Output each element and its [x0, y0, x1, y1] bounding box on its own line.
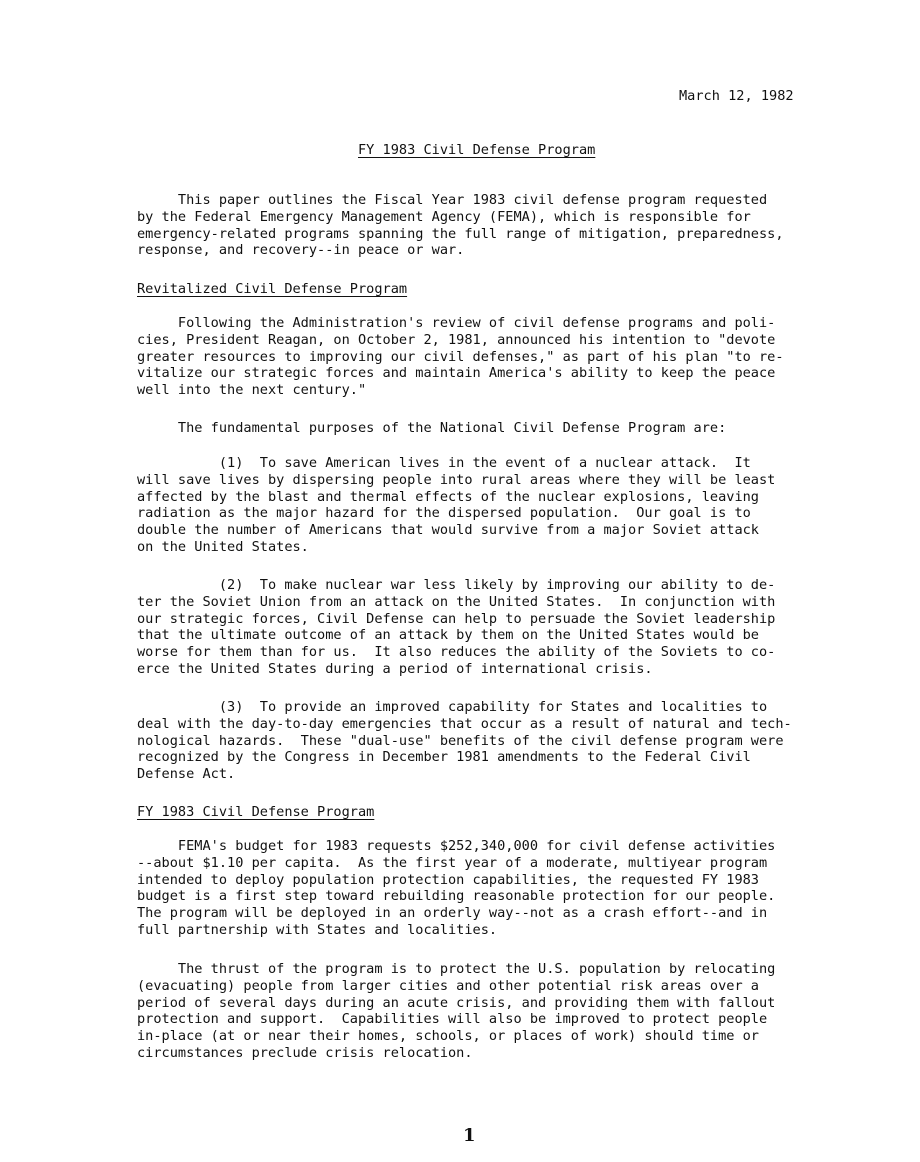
purpose-1-paragraph [137, 455, 775, 556]
text-line: that the ultimate outcome of an attack by them on the United States would be [137, 627, 759, 644]
revitalized-paragraph [137, 315, 784, 399]
text-line: cies, President Reagan, on October 2, 1981, announced his intention to "devote [137, 331, 776, 348]
text-line: This paper outlines the Fiscal Year 1983 civil defense program requested [137, 192, 768, 208]
page-number: 1 [463, 1125, 476, 1146]
purpose-3-paragraph [137, 699, 792, 783]
text-line: full partnership with States and localities. [137, 921, 498, 938]
thrust-paragraph [137, 961, 775, 1062]
purpose-2-paragraph [137, 577, 775, 678]
text-line: radiation as the major hazard for the dispersed population. Our goal is to [137, 505, 751, 522]
text-line: Defense Act. [137, 766, 236, 783]
text-line: in-place (at or near their homes, schools, or places of work) should time or [137, 1028, 759, 1045]
text-line: ter the Soviet Union from an attack on the United States. In conjunction with [137, 593, 776, 610]
text-line: period of several days during an acute crisis, and providing them with fallout [137, 994, 776, 1011]
budget-paragraph [137, 838, 775, 939]
text-line: nological hazards. These "dual-use" benefits of the civil defense program were [137, 732, 784, 749]
text-line: recognized by the Congress in December 1981 amendments to the Federal Civil [137, 749, 751, 766]
text-line: protection and support. Capabilities will also be improved to protect people [137, 1011, 768, 1028]
text-line: The thrust of the program is to protect the U.S. population by relocating [137, 961, 776, 977]
text-line: (3) To provide an improved capability for States and localities to [137, 699, 768, 715]
text-line: (2) To make nuclear war less likely by improving our ability to de- [137, 577, 776, 593]
text-line: erce the United States during a period of international crisis. [137, 660, 653, 677]
text-line: on the United States. [137, 538, 309, 555]
text-line: --about $1.10 per capita. As the first year of a moderate, multiyear program [137, 854, 768, 871]
text-line: FEMA's budget for 1983 requests $252,340,000 for civil defense activities [137, 838, 776, 854]
text-line: well into the next century." [137, 382, 367, 399]
text-line: intended to deploy population protection capabilities, the requested FY 1983 [137, 871, 759, 888]
section-heading-revitalized: Revitalized Civil Defense Program [137, 281, 408, 297]
text-line: (1) To save American lives in the event of a nuclear attack. It [137, 455, 751, 471]
text-line: emergency-related programs spanning the full range of mitigation, preparedness, [137, 225, 784, 242]
text-line: our strategic forces, Civil Defense can help to persuade the Soviet leadership [137, 610, 776, 627]
text-line: will save lives by dispersing people into rural areas where they will be least [137, 471, 776, 488]
text-line: Following the Administration's review of civil defense programs and poli- [137, 315, 776, 331]
text-line: response, and recovery--in peace or war. [137, 242, 465, 259]
text-line: vitalize our strategic forces and maintain America's ability to keep the peace [137, 365, 776, 382]
intro-paragraph [137, 192, 784, 259]
text-line: deal with the day-to-day emergencies that occur as a result of natural and tech- [137, 715, 792, 732]
section-heading-fy1983: FY 1983 Civil Defense Program [137, 804, 375, 820]
document-title: FY 1983 Civil Defense Program [358, 142, 596, 158]
text-line: budget is a first step toward rebuilding reasonable protection for our people. [137, 888, 776, 905]
text-line: circumstances preclude crisis relocation. [137, 1044, 473, 1061]
document-date: March 12, 1982 [679, 88, 794, 104]
text-line: worse for them than for us. It also reduces the ability of the Soviets to co- [137, 644, 776, 661]
text-line: (evacuating) people from larger cities and other potential risk areas over a [137, 977, 759, 994]
text-line: The program will be deployed in an orderly way--not as a crash effort--and in [137, 905, 768, 922]
text-line: double the number of Americans that would survive from a major Soviet attack [137, 522, 759, 539]
text-line: affected by the blast and thermal effects of the nuclear explosions, leaving [137, 488, 759, 505]
text-line: greater resources to improving our civil defenses," as part of his plan "to re- [137, 348, 784, 365]
text-line: The fundamental purposes of the National Civil Defense Program are: [137, 420, 727, 436]
purposes-intro-paragraph [137, 420, 726, 437]
text-line: by the Federal Emergency Management Agency (FEMA), which is responsible for [137, 208, 751, 225]
